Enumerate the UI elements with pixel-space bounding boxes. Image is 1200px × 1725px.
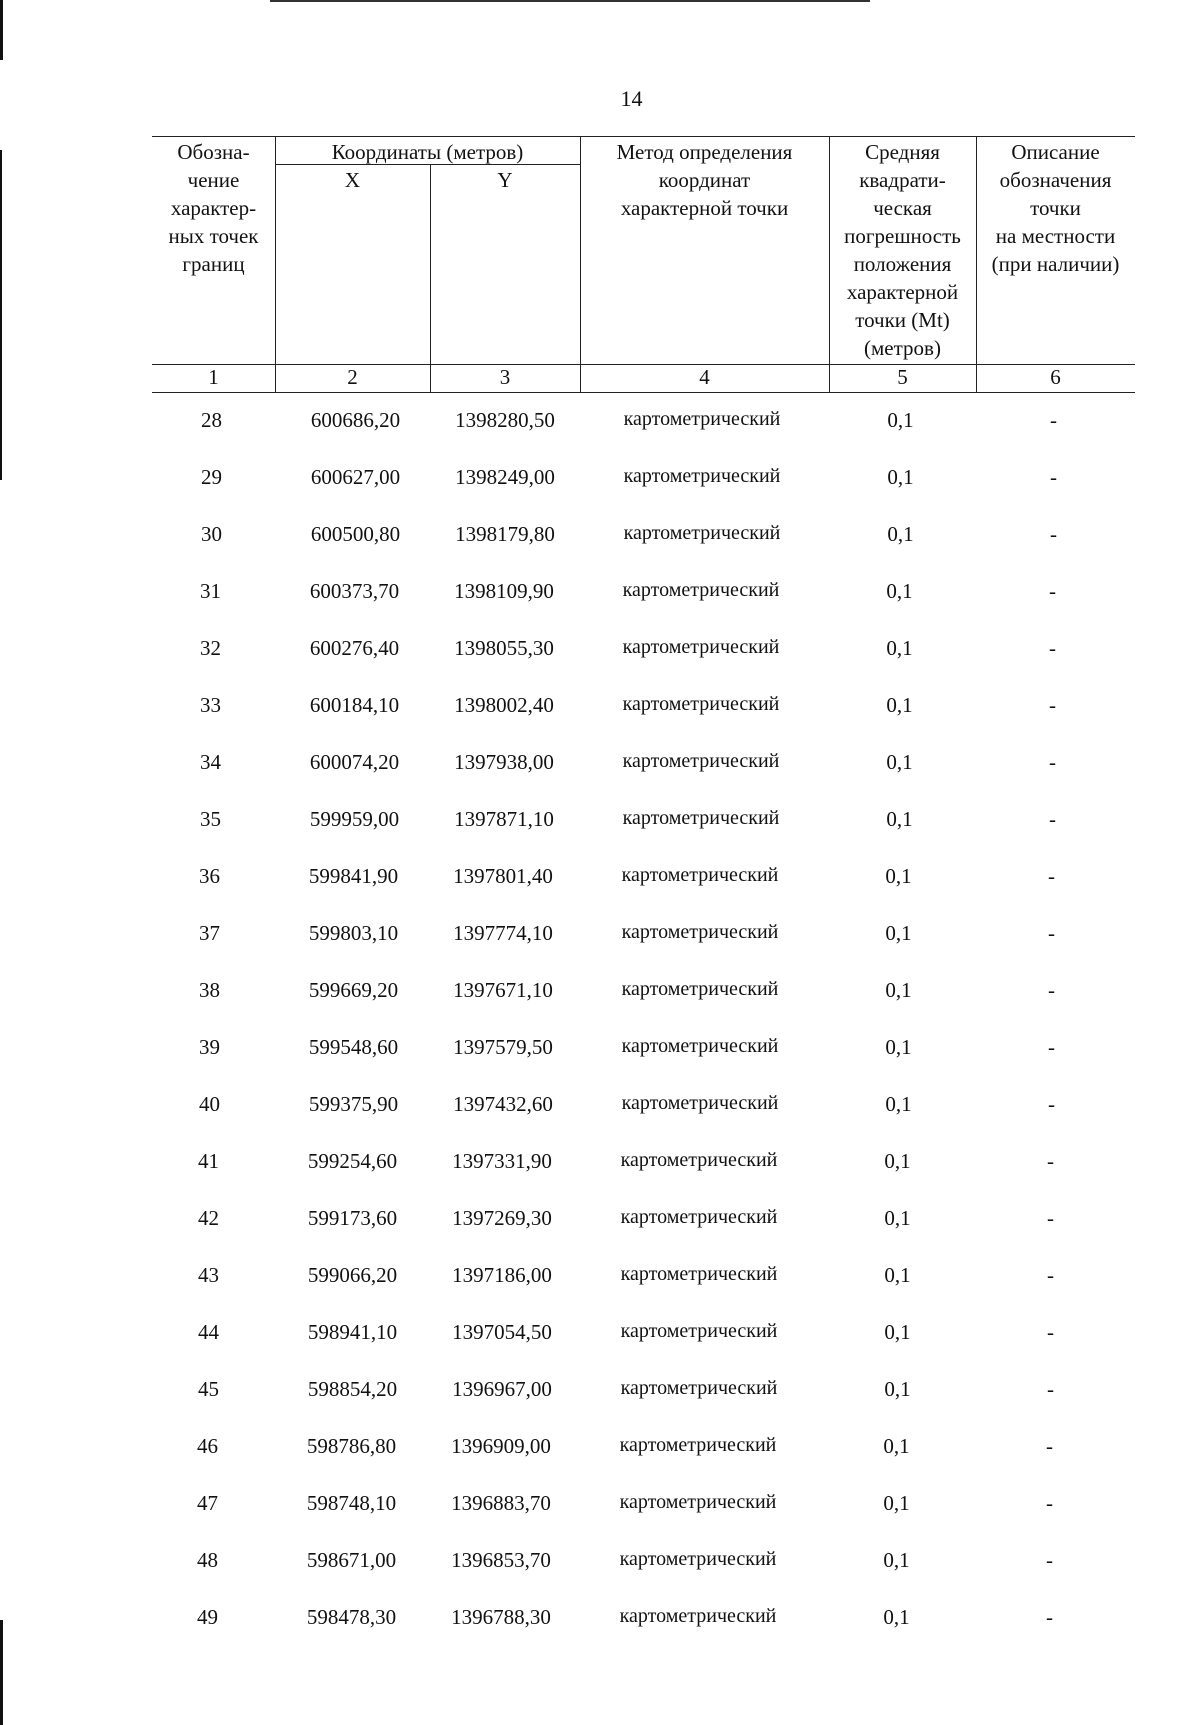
table-row: [0, 408, 1200, 448]
cell-x: 599803,10: [308, 921, 399, 945]
cell-method: картометрический: [621, 1035, 779, 1057]
cell-description: -: [1046, 1548, 1053, 1572]
cell-error: 0,1: [883, 1548, 910, 1572]
cell-x: 598671,00: [306, 1548, 397, 1572]
cell-method: картометрический: [620, 1206, 778, 1228]
cell-method: картометрический: [622, 750, 780, 772]
cell-point-number: 45: [198, 1377, 219, 1401]
cell-method: картометрический: [620, 1263, 778, 1285]
table-row: [0, 1605, 1200, 1645]
cell-y: 1397269,30: [452, 1206, 552, 1230]
cell-point-number: 31: [200, 579, 221, 603]
cell-point-number: 46: [197, 1434, 218, 1458]
table-row: [0, 1320, 1200, 1360]
cell-error: 0,1: [883, 1605, 910, 1629]
table-row: [0, 579, 1200, 619]
header-y: Y: [497, 168, 513, 192]
cell-error: 0,1: [885, 921, 912, 945]
table-row: [0, 465, 1200, 505]
cell-point-number: 33: [200, 693, 221, 717]
cell-description: -: [1047, 1377, 1054, 1401]
cell-description: -: [1048, 864, 1055, 888]
cell-y: 1397054,50: [452, 1320, 552, 1344]
cell-description: -: [1046, 1434, 1053, 1458]
cell-x: 600500,80: [310, 522, 401, 546]
table-row: [0, 1263, 1200, 1303]
cell-description: -: [1047, 1320, 1054, 1344]
cell-method: картометрический: [622, 693, 780, 715]
cell-error: 0,1: [886, 693, 913, 717]
header-divider: [430, 164, 431, 392]
cell-description: -: [1048, 1092, 1055, 1116]
cell-method: картометрический: [623, 465, 781, 487]
cell-method: картометрический: [619, 1491, 777, 1513]
cell-description: -: [1046, 1491, 1053, 1515]
cell-error: 0,1: [883, 1434, 910, 1458]
cell-point-number: 30: [201, 522, 222, 546]
cell-point-number: 44: [198, 1320, 219, 1344]
cell-x: 598748,10: [306, 1491, 397, 1515]
cell-point-number: 39: [199, 1035, 220, 1059]
cell-method: картометрический: [619, 1605, 777, 1627]
cell-x: 600686,20: [310, 408, 401, 432]
cell-method: картометрический: [622, 579, 780, 601]
table-row: [0, 636, 1200, 676]
cell-error: 0,1: [884, 1149, 911, 1173]
cell-error: 0,1: [887, 465, 914, 489]
cell-point-number: 32: [200, 636, 221, 660]
page-number: 14: [620, 86, 643, 111]
cell-x: 598941,10: [307, 1320, 398, 1344]
table-row: [0, 1092, 1200, 1132]
cell-error: 0,1: [885, 1035, 912, 1059]
column-numbers-rule: [152, 392, 1135, 393]
cell-point-number: 37: [199, 921, 220, 945]
cell-x: 599669,20: [308, 978, 399, 1002]
cell-y: 1396788,30: [451, 1605, 551, 1629]
cell-error: 0,1: [886, 579, 913, 603]
table-row: [0, 1434, 1200, 1474]
cell-description: -: [1047, 1206, 1054, 1230]
cell-method: картометрический: [620, 1377, 778, 1399]
table-row: [0, 1548, 1200, 1588]
header-top-rule: [152, 136, 1135, 137]
cell-point-number: 47: [197, 1491, 218, 1515]
table-row: [0, 693, 1200, 733]
table-row: [0, 750, 1200, 790]
cell-point-number: 28: [201, 408, 222, 432]
table-row: [0, 1149, 1200, 1189]
cell-y: 1397186,00: [452, 1263, 552, 1287]
table-row: [0, 921, 1200, 961]
cell-x: 599066,20: [307, 1263, 398, 1287]
cell-point-number: 48: [197, 1548, 218, 1572]
header-point-designation: Обозна- чение характер- ных точек границ: [168, 140, 259, 276]
column-number: 6: [1050, 365, 1061, 389]
header-coordinates-group: Координаты (метров): [331, 140, 524, 164]
cell-description: -: [1047, 1263, 1054, 1287]
table-row: [0, 1035, 1200, 1075]
cell-error: 0,1: [885, 978, 912, 1002]
cell-description: -: [1048, 921, 1055, 945]
cell-description: -: [1049, 807, 1056, 831]
cell-y: 1397938,00: [454, 750, 554, 774]
cell-x: 600627,00: [310, 465, 401, 489]
cell-y: 1398280,50: [455, 408, 555, 432]
cell-description: -: [1048, 1035, 1055, 1059]
table-row: [0, 522, 1200, 562]
cell-x: 599173,60: [307, 1206, 398, 1230]
cell-x: 598478,30: [306, 1605, 397, 1629]
cell-error: 0,1: [885, 864, 912, 888]
header-mean-square-error: Средняя квадрати- ческая погрешность положения характерной точки (Mt) (метров): [844, 140, 961, 360]
cell-method: картометрический: [622, 636, 780, 658]
cell-point-number: 43: [198, 1263, 219, 1287]
cell-method: картометрический: [621, 1092, 779, 1114]
table-row: [0, 1377, 1200, 1417]
cell-description: -: [1049, 693, 1056, 717]
header-description: Описание обозначения точки на местности (при наличии): [991, 140, 1120, 276]
cell-description: -: [1049, 579, 1056, 603]
cell-point-number: 34: [200, 750, 221, 774]
cell-y: 1397774,10: [453, 921, 553, 945]
column-number: 2: [347, 365, 358, 389]
table-row: [0, 807, 1200, 847]
cell-error: 0,1: [884, 1263, 911, 1287]
cell-x: 599959,00: [309, 807, 400, 831]
cell-method: картометрический: [622, 807, 780, 829]
cell-description: -: [1048, 978, 1055, 1002]
cell-y: 1397432,60: [453, 1092, 553, 1116]
cell-method: картометрический: [620, 1149, 778, 1171]
cell-point-number: 36: [199, 864, 220, 888]
cell-error: 0,1: [885, 1092, 912, 1116]
cell-error: 0,1: [886, 807, 913, 831]
cell-x: 600276,40: [309, 636, 400, 660]
cell-description: -: [1047, 1149, 1054, 1173]
cell-description: -: [1050, 408, 1057, 432]
cell-y: 1398249,00: [455, 465, 555, 489]
cell-y: 1397579,50: [453, 1035, 553, 1059]
cell-point-number: 29: [201, 465, 222, 489]
cell-x: 600373,70: [309, 579, 400, 603]
cell-y: 1396883,70: [451, 1491, 551, 1515]
table-row: [0, 1206, 1200, 1246]
cell-point-number: 40: [199, 1092, 220, 1116]
cell-point-number: 42: [198, 1206, 219, 1230]
cell-method: картометрический: [623, 522, 781, 544]
cell-method: картометрический: [619, 1434, 777, 1456]
cell-y: 1396967,00: [452, 1377, 552, 1401]
cell-x: 599375,90: [308, 1092, 399, 1116]
cell-error: 0,1: [886, 636, 913, 660]
cell-point-number: 41: [198, 1149, 219, 1173]
table-row: [0, 978, 1200, 1018]
cell-error: 0,1: [884, 1377, 911, 1401]
cell-y: 1396909,00: [451, 1434, 551, 1458]
cell-point-number: 38: [199, 978, 220, 1002]
cell-y: 1398055,30: [454, 636, 554, 660]
column-number: 1: [208, 365, 219, 389]
cell-point-number: 49: [197, 1605, 218, 1629]
cell-error: 0,1: [883, 1491, 910, 1515]
cell-y: 1397671,10: [453, 978, 553, 1002]
cell-y: 1397331,90: [452, 1149, 552, 1173]
cell-x: 599254,60: [307, 1149, 398, 1173]
cell-y: 1397871,10: [454, 807, 554, 831]
cell-x: 598854,20: [307, 1377, 398, 1401]
cell-error: 0,1: [887, 408, 914, 432]
cell-error: 0,1: [884, 1206, 911, 1230]
cell-description: -: [1049, 636, 1056, 660]
cell-error: 0,1: [887, 522, 914, 546]
cell-y: 1396853,70: [451, 1548, 551, 1572]
cell-error: 0,1: [886, 750, 913, 774]
cell-description: -: [1050, 465, 1057, 489]
cell-method: картометрический: [621, 978, 779, 1000]
cell-x: 600184,10: [309, 693, 400, 717]
cell-y: 1397801,40: [453, 864, 553, 888]
cell-y: 1398109,90: [454, 579, 554, 603]
cell-x: 599548,60: [308, 1035, 399, 1059]
column-number: 3: [499, 365, 511, 389]
cell-error: 0,1: [884, 1320, 911, 1344]
header-x: X: [344, 168, 361, 192]
cell-x: 600074,20: [309, 750, 400, 774]
cell-description: -: [1049, 750, 1056, 774]
column-number: 5: [897, 365, 908, 389]
cell-method: картометрический: [621, 921, 779, 943]
cell-x: 599841,90: [308, 864, 399, 888]
cell-y: 1398179,80: [455, 522, 555, 546]
cell-x: 598786,80: [306, 1434, 397, 1458]
cell-description: -: [1046, 1605, 1053, 1629]
column-number: 4: [699, 365, 710, 389]
table-row: [0, 1491, 1200, 1531]
cell-method: картометрический: [623, 408, 781, 430]
cell-method: картометрический: [619, 1548, 777, 1570]
cell-method: картометрический: [620, 1320, 778, 1342]
header-method: Метод определения координат характерной точки: [616, 140, 793, 220]
table-row: [0, 864, 1200, 904]
table-header: [0, 0, 1200, 400]
cell-point-number: 35: [200, 807, 221, 831]
cell-description: -: [1050, 522, 1057, 546]
cell-y: 1398002,40: [454, 693, 554, 717]
cell-method: картометрический: [621, 864, 779, 886]
